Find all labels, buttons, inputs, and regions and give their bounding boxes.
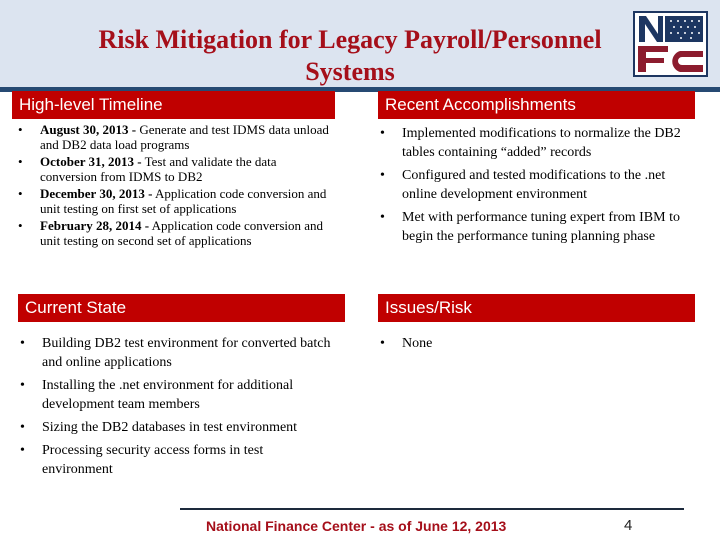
list-item: • Processing security access forms in test environment <box>16 441 336 479</box>
issues-heading: Issues/Risk <box>378 294 695 322</box>
accomplishments-heading: Recent Accomplishments <box>378 91 695 119</box>
list-item: • Sizing the DB2 databases in test environment <box>16 418 336 437</box>
timeline-list <box>14 123 329 251</box>
page-number: 4 <box>624 517 633 534</box>
list-item: • August 30, 2013 - Generate and test IDMS data unload and DB2 data load programs <box>14 123 329 152</box>
slide-title: Risk Mitigation for Legacy Payroll/Personnel Systems <box>98 25 602 86</box>
accomplishments-list <box>376 124 696 250</box>
current-state-list <box>16 334 336 483</box>
timeline-heading: High-level Timeline <box>12 91 335 119</box>
list-item: • December 30, 2013 - Application code conversion and unit testing on first set of applications <box>14 187 329 216</box>
issues-list <box>376 334 696 357</box>
list-item: • Configured and tested modifications to the .net online development environment <box>376 166 696 204</box>
list-item: • Implemented modifications to normalize the DB2 tables containing “added” records <box>376 124 696 162</box>
list-item: • None <box>376 334 696 353</box>
footer-divider <box>180 508 684 510</box>
list-item: • Met with performance tuning expert from IBM to begin the performance tuning planning phase <box>376 208 696 246</box>
list-item: • Installing the .net environment for additional development team members <box>16 376 336 414</box>
list-item: • February 28, 2014 - Application code conversion and unit testing on second set of applications <box>14 219 329 248</box>
list-item: • Building DB2 test environment for converted batch and online applications <box>16 334 336 372</box>
footer-text: National Finance Center - as of June 12, 2013 <box>206 518 507 534</box>
current-state-heading: Current State <box>18 294 345 322</box>
nfc-logo <box>633 11 708 77</box>
list-item: • October 31, 2013 - Test and validate the data conversion from IDMS to DB2 <box>14 155 329 184</box>
